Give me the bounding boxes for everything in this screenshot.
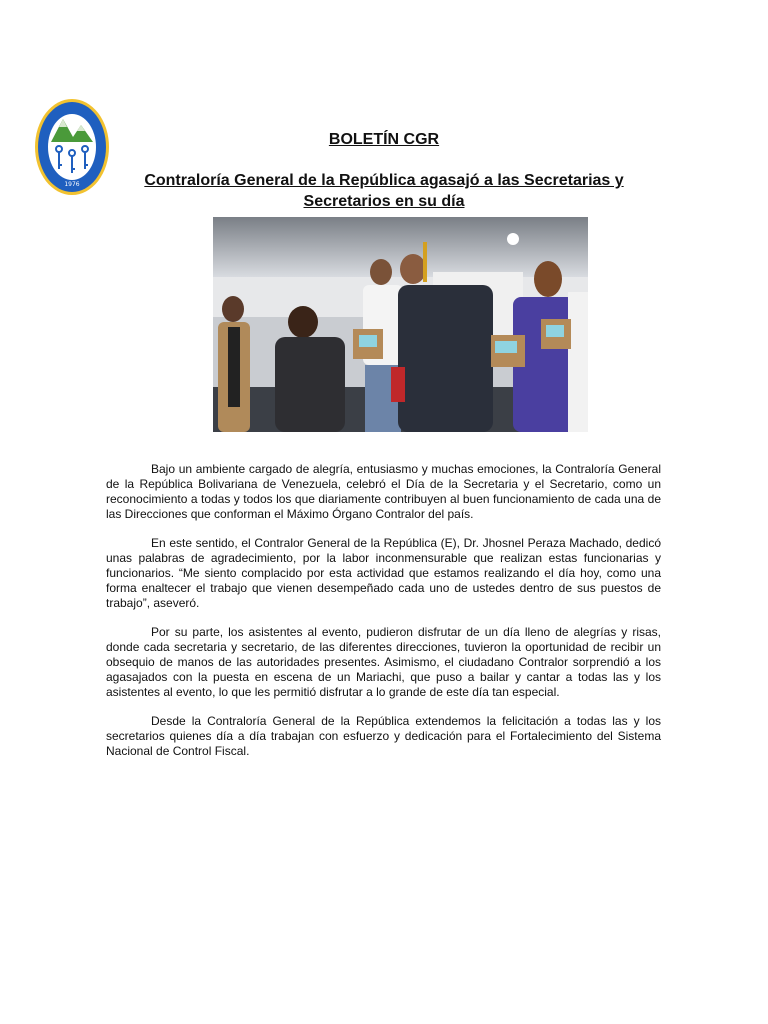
article-paragraph: Bajo un ambiente cargado de alegría, entusiasmo y muchas emociones, la Contraloría General de la República Bolivariana de Venezuela, celebró el Día de la Secretaria y el Secretario, como un reconocimiento a todas y todos los que diariamente contribuyen al buen funcionamiento de cada una de las Direcciones que conforman el Máximo Órgano Contralor del país. bbox=[106, 462, 661, 521]
bulletin-title: BOLETÍN CGR bbox=[328, 131, 440, 148]
article-paragraph: Por su parte, los asistentes al evento, pudieron disfrutar de un día lleno de alegrías y risas, donde cada secretaria y secretario, de las diferentes direcciones, tuvieron la oportunidad de recibir un obsequio de manos de las autoridades presentes. Asimismo, el ciudadano Contralor sorprendió a los agasajados con la puesta en escena de un Mariachi, que puso a bailar y cantar a todas las y los asistentes al evento, lo que les permitió disfrutar a lo grande de este día tan especial. bbox=[106, 625, 661, 699]
article-headline: Contraloría General de la República agasajó a las Secretarias y Secretarios en su día bbox=[144, 172, 624, 210]
article-body bbox=[106, 462, 661, 773]
article-paragraph: En este sentido, el Contralor General de la República (E), Dr. Jhosnel Peraza Machado, dedicó unas palabras de agradecimiento, por la labor inconmensurable que realizan estas funcionarias y funcionarios. “Me siento complacido por esta actividad que estamos realizando el día hoy, como una forma enaltecer el trabajo que vienen desempeñado cada uno de ustedes dentro de sus puestos de trabajo”, aseveró. bbox=[106, 536, 661, 610]
svg-text:1976: 1976 bbox=[64, 181, 80, 188]
event-photo-icon bbox=[213, 217, 588, 432]
article-paragraph: Desde la Contraloría General de la República extendemos la felicitación a todas las y los secretarios quienes día a día trabajan con esfuerzo y dedicación para el Fortalecimiento del Sistema Nacional de Control Fiscal. bbox=[106, 714, 661, 758]
